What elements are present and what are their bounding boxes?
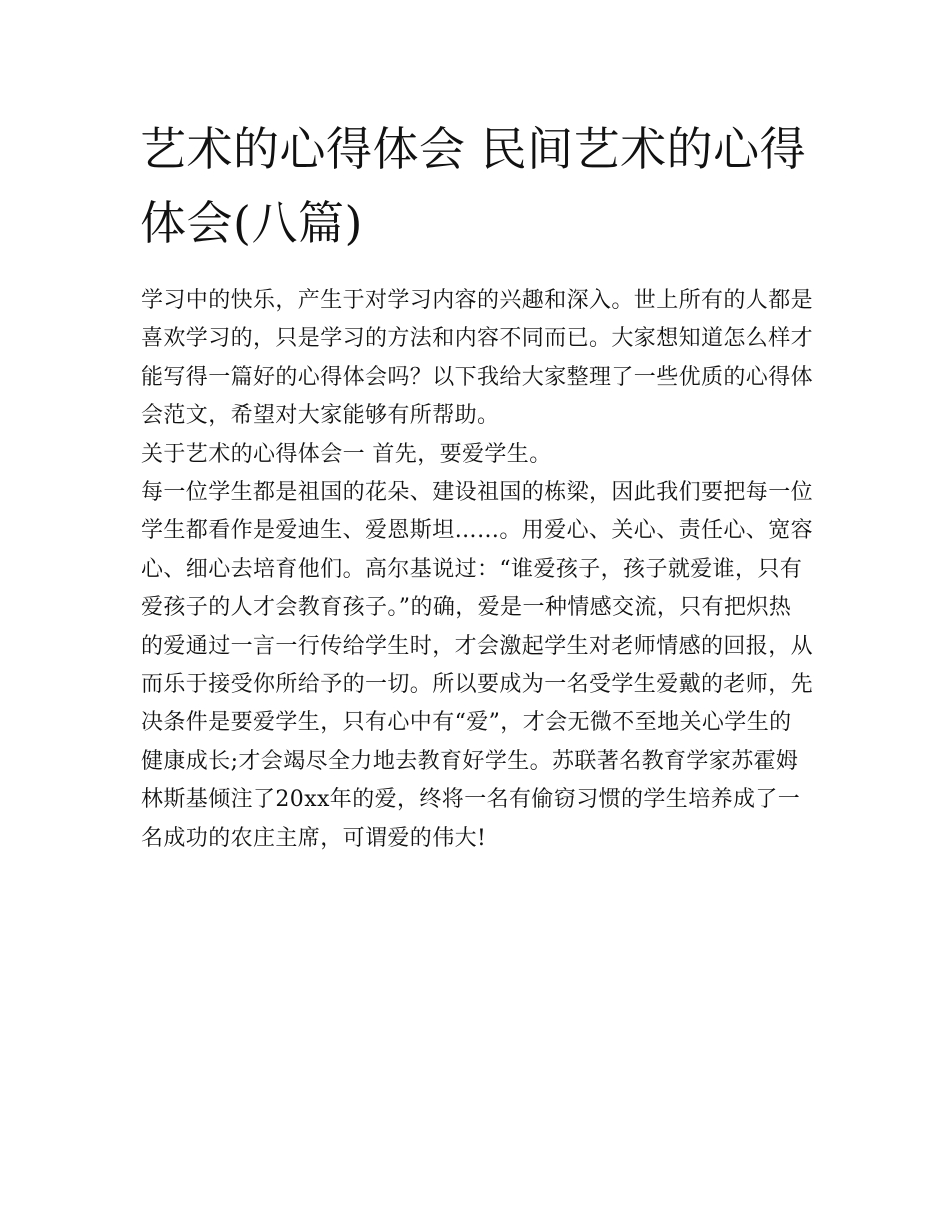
document-body: [141, 282, 813, 858]
document-title: 艺术的心得体会 民间艺术的心得体会(八篇): [140, 122, 807, 250]
section-heading: 关于艺术的心得体会一 首先，要爱学生。: [141, 441, 552, 467]
body-paragraph: 每一位学生都是祖国的花朵、建设祖国的栋梁，因此我们要把每一位学生都看作是爱迪生、爱恩斯坦……。用爱心、关心、责任心、宽容心、细心去培育他们。高尔基说过：“谁爱孩子，孩子就爱谁，只有爱孩子的人才会教育孩子。”的确，爱是一种情感交流，只有把炽热的爱通过一言一行传给学生时，才会激起学生对老师情感的回报，从而乐于接受你所给予的一切。所以要成为一名受学生爱戴的老师，先决条件是要爱学生，只有心中有“爱”，才会无微不至地关心学生的健康成长;才会竭尽全力地去教育好学生。苏联著名教育学家苏霍姆林斯基倾注了20xx年的爱，终将一名有偷窃习惯的学生培养成了一名成功的农庄主席，可谓爱的伟大!: [141, 480, 814, 851]
intro-paragraph: 学习中的快乐，产生于对学习内容的兴趣和深入。世上所有的人都是喜欢学习的，只是学习的方法和内容不同而已。大家想知道怎么样才能写得一篇好的心得体会吗？以下我给大家整理了一些优质的心得体会范文，希望对大家能够有所帮助。: [141, 288, 814, 429]
